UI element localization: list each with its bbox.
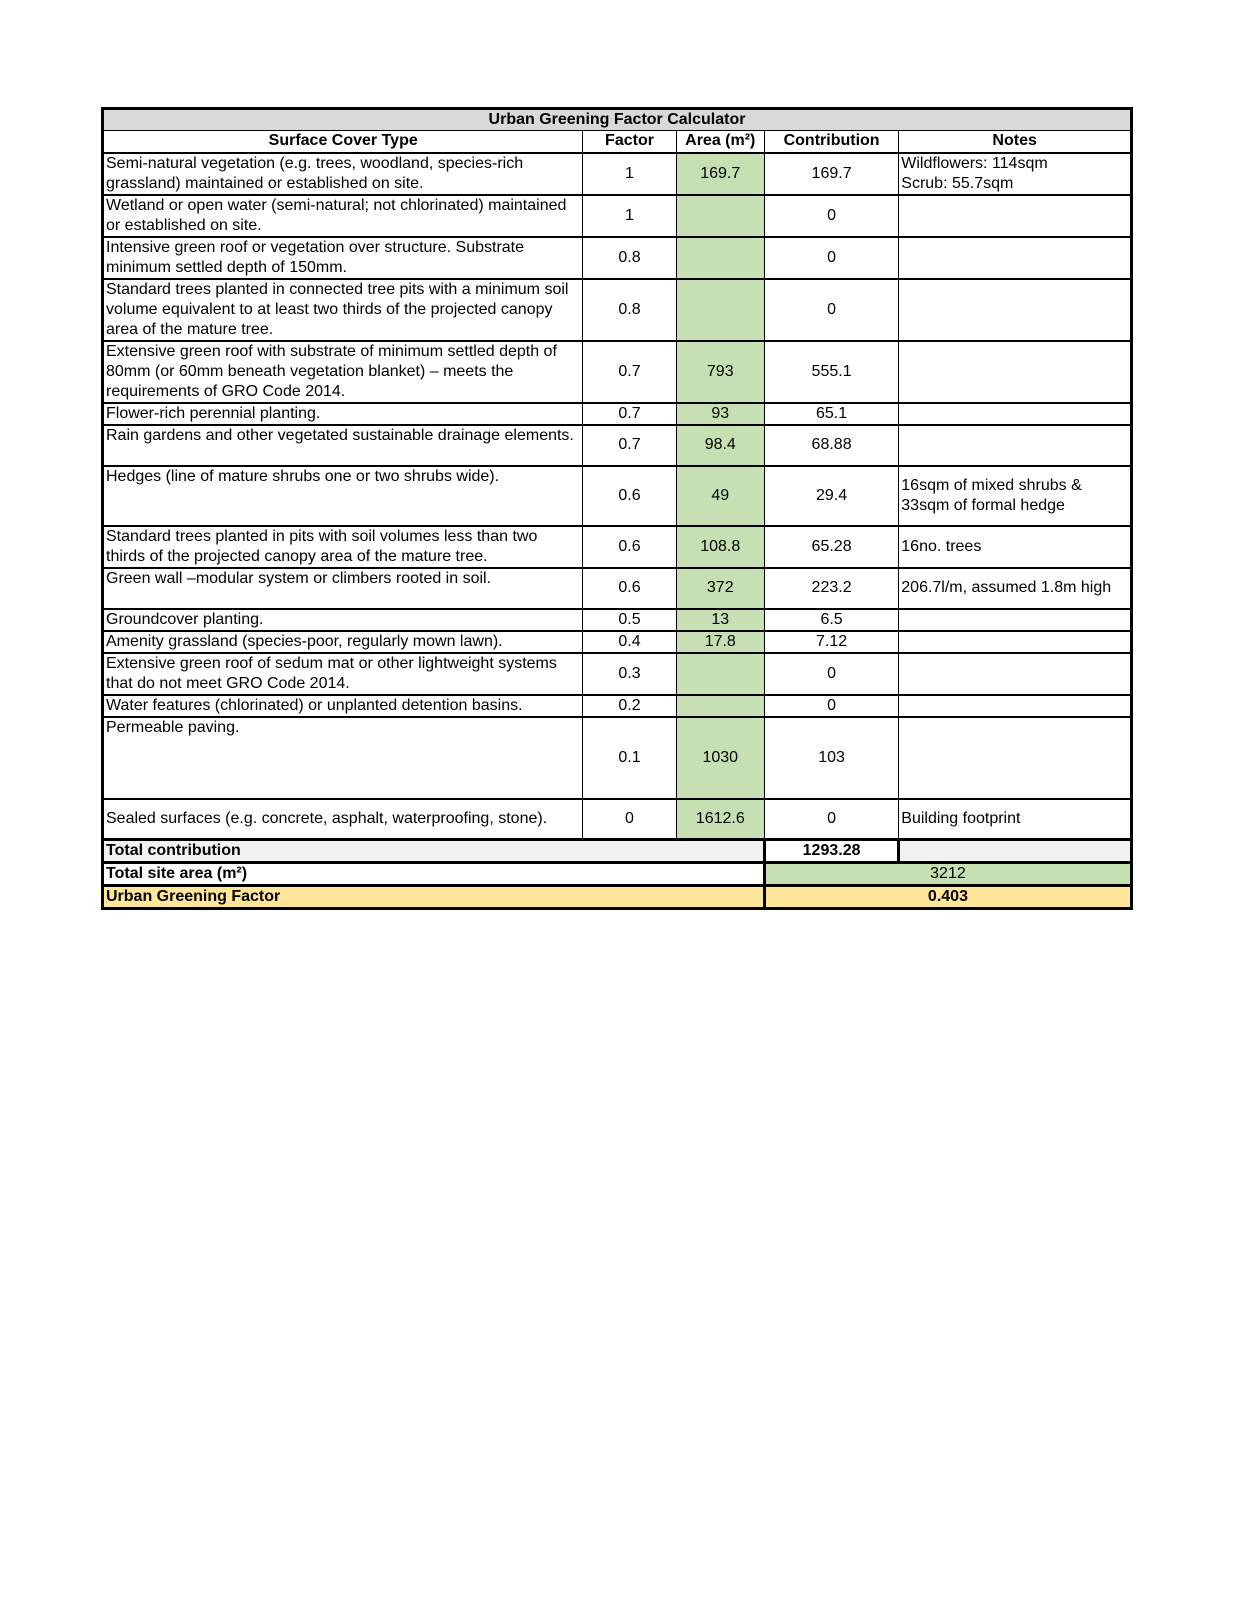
- notes-cell: [899, 279, 1132, 341]
- total-contribution-label: Total contribution: [103, 840, 765, 863]
- area-cell[interactable]: [676, 279, 764, 341]
- surface-type-cell: Permeable paving.: [103, 717, 583, 799]
- table-title: Urban Greening Factor Calculator: [103, 109, 1132, 131]
- area-cell[interactable]: 17.8: [676, 631, 764, 653]
- notes-cell: [899, 568, 1132, 609]
- urban-greening-factor-value: 0.403: [764, 886, 1131, 909]
- header-surface-cover-type: Surface Cover Type: [103, 131, 583, 153]
- factor-cell: 0.8: [583, 237, 676, 279]
- table-row: [103, 631, 1132, 653]
- total-contribution-blank: [899, 840, 1132, 863]
- area-cell[interactable]: 98.4: [676, 425, 764, 466]
- notes-line-2: 33sqm of formal hedge: [901, 496, 1065, 514]
- area-cell[interactable]: 372: [676, 568, 764, 609]
- surface-type-cell: Flower-rich perennial planting.: [103, 403, 583, 425]
- notes-line-1: 16no. trees: [901, 537, 982, 555]
- notes-cell: [899, 799, 1132, 840]
- area-cell[interactable]: [676, 695, 764, 717]
- factor-cell: 0: [583, 799, 676, 840]
- table-row: [103, 153, 1132, 195]
- factor-cell: 1: [583, 195, 676, 237]
- factor-cell: 0.1: [583, 717, 676, 799]
- notes-cell: [899, 631, 1132, 653]
- factor-cell: 0.4: [583, 631, 676, 653]
- factor-cell: 0.7: [583, 403, 676, 425]
- contribution-cell: 7.12: [764, 631, 898, 653]
- table-row: [103, 526, 1132, 568]
- table-row: [103, 568, 1132, 609]
- notes-cell: [899, 425, 1132, 466]
- notes-line-1: Building footprint: [901, 809, 1021, 827]
- total-site-area-label: Total site area (m²): [103, 863, 765, 886]
- factor-cell: 1: [583, 153, 676, 195]
- factor-cell: 0.8: [583, 279, 676, 341]
- contribution-cell: 0: [764, 653, 898, 695]
- notes-cell: [899, 341, 1132, 403]
- notes-line-1: 206.7l/m, assumed 1.8m high: [901, 579, 1112, 596]
- notes-line-1: 16sqm of mixed shrubs &: [901, 476, 1082, 494]
- area-cell[interactable]: 49: [676, 466, 764, 526]
- contribution-cell: 65.28: [764, 526, 898, 568]
- surface-type-cell: Extensive green roof of sedum mat or other lightweight systems that do not meet GRO Code 2014.: [103, 653, 583, 695]
- header-notes: Notes: [899, 131, 1132, 153]
- area-cell[interactable]: [676, 195, 764, 237]
- total-contribution-row: [103, 840, 1132, 863]
- surface-type-cell: Amenity grassland (species-poor, regularly mown lawn).: [103, 631, 583, 653]
- factor-cell: 0.7: [583, 341, 676, 403]
- area-cell[interactable]: 793: [676, 341, 764, 403]
- contribution-cell: 6.5: [764, 609, 898, 631]
- area-cell[interactable]: 169.7: [676, 153, 764, 195]
- notes-cell: [899, 717, 1132, 799]
- factor-cell: 0.7: [583, 425, 676, 466]
- table-row: [103, 341, 1132, 403]
- area-cell[interactable]: 93: [676, 403, 764, 425]
- notes-cell: [899, 466, 1132, 526]
- contribution-cell: 0: [764, 695, 898, 717]
- contribution-cell: 169.7: [764, 153, 898, 195]
- table-row: [103, 279, 1132, 341]
- header-contribution: Contribution: [764, 131, 898, 153]
- surface-type-cell: Wetland or open water (semi-natural; not chlorinated) maintained or established on site.: [103, 195, 583, 237]
- contribution-cell: 0: [764, 237, 898, 279]
- surface-type-cell: Water features (chlorinated) or unplanted detention basins.: [103, 695, 583, 717]
- notes-cell: [899, 403, 1132, 425]
- urban-greening-factor-row: [103, 886, 1132, 909]
- surface-type-cell: Intensive green roof or vegetation over structure. Substrate minimum settled depth of 150mm.: [103, 237, 583, 279]
- surface-type-cell: Rain gardens and other vegetated sustainable drainage elements.: [103, 425, 583, 466]
- factor-cell: 0.6: [583, 466, 676, 526]
- notes-cell: [899, 195, 1132, 237]
- area-cell[interactable]: 1030: [676, 717, 764, 799]
- table-row: [103, 466, 1132, 526]
- table-row: [103, 425, 1132, 466]
- contribution-cell: 65.1: [764, 403, 898, 425]
- contribution-cell: 103: [764, 717, 898, 799]
- contribution-cell: 0: [764, 195, 898, 237]
- factor-cell: 0.6: [583, 568, 676, 609]
- area-cell[interactable]: 1612.6: [676, 799, 764, 840]
- factor-cell: 0.5: [583, 609, 676, 631]
- surface-type-cell: Groundcover planting.: [103, 609, 583, 631]
- surface-type-cell: Standard trees planted in pits with soil volumes less than two thirds of the projected canopy area of the mature tree.: [103, 526, 583, 568]
- contribution-cell: 29.4: [764, 466, 898, 526]
- notes-cell: [899, 153, 1132, 195]
- table-row: [103, 237, 1132, 279]
- contribution-cell: 223.2: [764, 568, 898, 609]
- table-row: [103, 695, 1132, 717]
- notes-line-2: Scrub: 55.7sqm: [901, 174, 1014, 192]
- notes-cell: [899, 653, 1132, 695]
- table-row: [103, 799, 1132, 840]
- notes-line-1: Wildflowers: 114sqm: [901, 154, 1048, 172]
- table-row: [103, 717, 1132, 799]
- surface-type-cell: Semi-natural vegetation (e.g. trees, woodland, species-rich grassland) maintained or established on site.: [103, 153, 583, 195]
- urban-greening-factor-table: [101, 107, 1133, 910]
- surface-type-cell: Hedges (line of mature shrubs one or two shrubs wide).: [103, 466, 583, 526]
- factor-cell: 0.6: [583, 526, 676, 568]
- contribution-cell: 0: [764, 279, 898, 341]
- factor-cell: 0.2: [583, 695, 676, 717]
- notes-cell: [899, 526, 1132, 568]
- total-site-area-value[interactable]: 3212: [764, 863, 1131, 886]
- table-row: [103, 609, 1132, 631]
- surface-type-cell: Green wall –modular system or climbers rooted in soil.: [103, 568, 583, 609]
- urban-greening-factor-label: Urban Greening Factor: [103, 886, 765, 909]
- surface-type-cell: Extensive green roof with substrate of minimum settled depth of 80mm (or 60mm beneath vegetation blanket) – meets the requirements of GRO Code 2014.: [103, 341, 583, 403]
- area-cell[interactable]: 13: [676, 609, 764, 631]
- total-site-area-row: [103, 863, 1132, 886]
- header-factor: Factor: [583, 131, 676, 153]
- total-contribution-value: 1293.28: [764, 840, 898, 863]
- contribution-cell: 555.1: [764, 341, 898, 403]
- area-cell[interactable]: 108.8: [676, 526, 764, 568]
- table-row: [103, 195, 1132, 237]
- header-area: Area (m²): [676, 131, 764, 153]
- contribution-cell: 68.88: [764, 425, 898, 466]
- notes-cell: [899, 609, 1132, 631]
- surface-type-cell: Sealed surfaces (e.g. concrete, asphalt, waterproofing, stone).: [103, 799, 583, 840]
- notes-cell: [899, 695, 1132, 717]
- table-row: [103, 653, 1132, 695]
- table-row: [103, 403, 1132, 425]
- area-cell[interactable]: [676, 237, 764, 279]
- surface-type-cell: Standard trees planted in connected tree pits with a minimum soil volume equivalent to at least two thirds of the projected canopy area of the mature tree.: [103, 279, 583, 341]
- factor-cell: 0.3: [583, 653, 676, 695]
- notes-cell: [899, 237, 1132, 279]
- area-cell[interactable]: [676, 653, 764, 695]
- contribution-cell: 0: [764, 799, 898, 840]
